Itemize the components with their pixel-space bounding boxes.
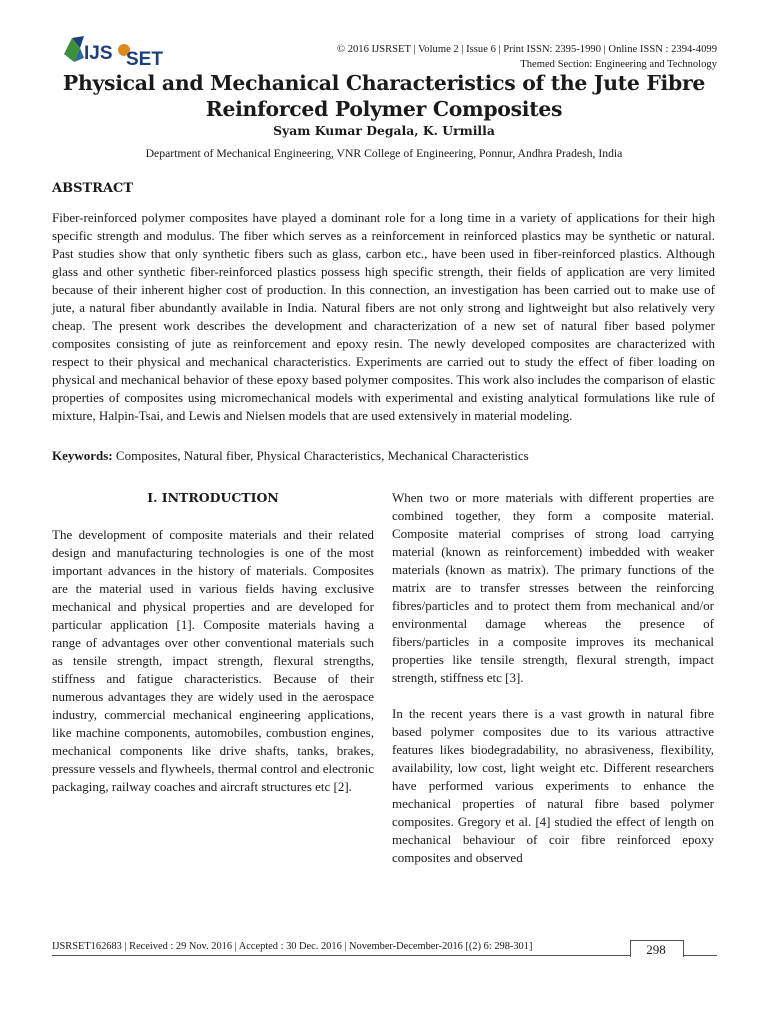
page-number: 298: [646, 942, 666, 957]
intro-paragraph-3: In the recent years there is a vast growth in natural fibre based polymer composites due to its various attractive features likes biodegradability, no abrasiveness, flexibility, availability, low cost, light weight etc. Different researchers have performed various experiments to enhance the mechanical properties of natural fibre based polymer composites. Gregory et al. [4] studied the effect of length on mechanical behaviour of coir fibre reinforced epoxy composites and observed: [392, 706, 714, 865]
journal-header: [337, 42, 717, 72]
abstract-heading: ABSTRACT: [52, 181, 134, 196]
journal-logo: [62, 32, 166, 70]
issue-line: © 2016 IJSRSET | Volume 2 | Issue 6 | Print ISSN: 2395-1990 | Online ISSN : 2394-4099: [337, 44, 717, 55]
title-line-1: Physical and Mechanical Characteristics of the Jute Fibre: [62, 71, 706, 95]
footer-divider: [52, 955, 717, 956]
svg-text:SET: SET: [126, 49, 163, 70]
authors: Syam Kumar Degala, K. Urmilla: [273, 123, 495, 138]
logo-leaf-icon: [64, 36, 84, 62]
right-column: [392, 489, 714, 867]
keywords-label: Keywords:: [52, 448, 113, 463]
intro-paragraph-2: When two or more materials with different properties are combined together, they form a composite material. Composite material comprises of strong load carrying material (known as reinforcement) imbedded with weaker materials (known as matrix). The primary functions of the matrix are to transfer stresses between the reinforcing fibres/particles and to protect them from mechanical and/or environmental damage whereas the presence of fibers/particles in a composite improves its mechanical properties like tensile strength, flexural strength, impact strength, stiffness etc [3].: [392, 490, 714, 685]
paper-title: [40, 70, 728, 122]
left-column: [52, 526, 374, 796]
svg-text:IJS: IJS: [84, 43, 113, 64]
intro-paragraph-1: The development of composite materials and their related design and manufacturing technologies is one of the most important advances in the history of materials. Composites are the material used in various fields having exclusive mechanical and physical properties and are developed for particular application [1]. Composite materials having a range of advantages over other conventional materials such as tensile strength, impact strength, flexural strengths, stiffness and fatigue characteristics. Because of their numerous advantages they are widely used in the aerospace industry, commercial mechanical engineering applications, like machine components, automobiles, combustion engines, mechanical components like drive shafts, tanks, brakes, pressure vessels and flywheels, thermal control and electronic packaging, railway coaches and aircraft structures etc [2].: [52, 527, 374, 794]
themed-section: Themed Section: Engineering and Technology: [520, 59, 717, 70]
keywords-list: Composites, Natural fiber, Physical Characteristics, Mechanical Characteristics: [115, 448, 529, 463]
affiliation: Department of Mechanical Engineering, VNR College of Engineering, Ponnur, Andhra Pradesh, India: [145, 147, 623, 160]
footer-citation: IJSRSET162683 | Received : 29 Nov. 2016 | Accepted : 30 Dec. 2016 | November-December-2016 [(2) 6: 298-301]: [52, 941, 533, 952]
title-line-2: Reinforced Polymer Composites: [205, 97, 563, 121]
section-heading-introduction: I. INTRODUCTION: [147, 490, 279, 505]
abstract-text: Fiber-reinforced polymer composites have played a dominant role for a long time in a variety of applications for their high specific strength and modulus. The fiber which serves as a reinforcement in reinforced plastics may be synthetic or natural. Past studies show that only synthetic fibers such as glass, carbon etc., have been used in fiber-reinforced plastics. Although glass and other synthetic fiber-reinforced plastics possess high specific strength, their fields of application are very limited because of their inherent higher cost of production. In this connection, an investigation has been carried out to make use of jute, a natural fiber abundantly available in India. Natural fibers are not only strong and lightweight but also relatively very cheap. The present work describes the development and characterization of a new set of natural fiber based polymer composites consisting of jute as reinforcement and epoxy resin. The newly developed composites are characterized with respect to their physical and mechanical characteristics. Experiments are carried out to study the effect of fiber loading on physical and mechanical behavior of these epoxy based polymer composites. This work also includes the comparison of elastic properties of composites using micromechanical models with experimental and existing analytical formulations like rule of mixture, Halpin-Tsai, and Lewis and Nielsen models that are used extensively in material modeling.: [52, 210, 715, 423]
keywords: [52, 447, 715, 465]
